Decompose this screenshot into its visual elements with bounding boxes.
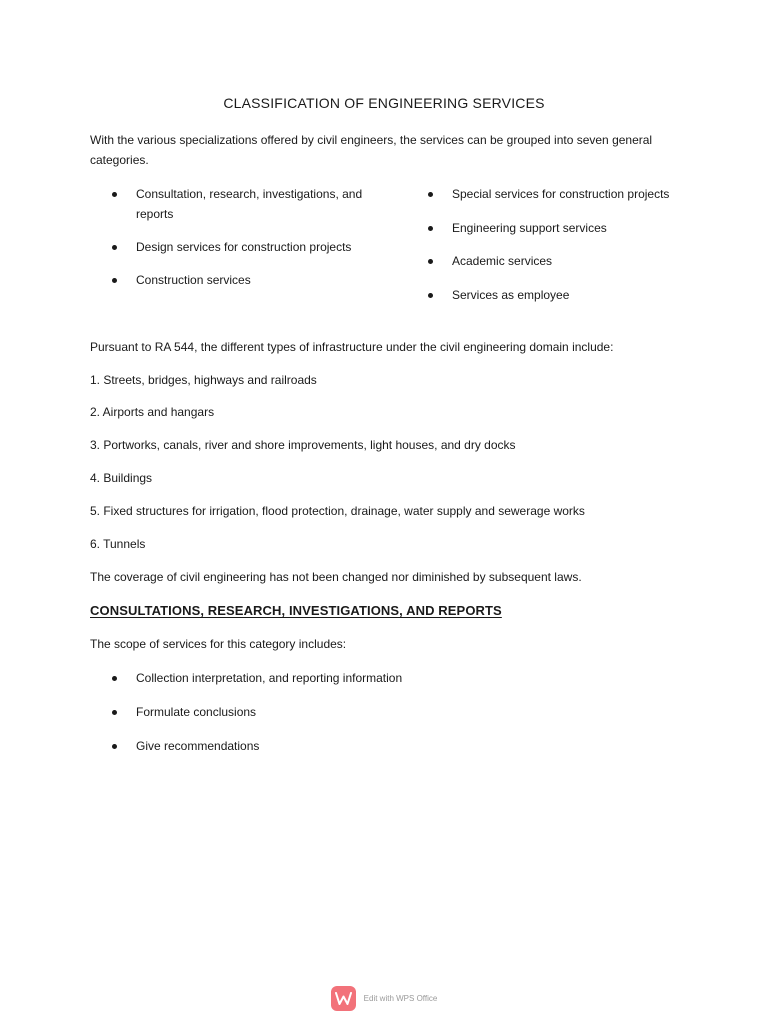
- bullet-icon: [428, 226, 433, 231]
- intro-paragraph: With the various specializations offered by civil engineers, the services can be grouped into seven general categories.: [90, 133, 653, 167]
- list-item: Construction services: [112, 270, 372, 290]
- list-item: Academic services: [428, 251, 708, 271]
- categories-list-left: [112, 184, 372, 303]
- list-item: Consultation, research, investigations, and reports: [112, 184, 372, 224]
- bullet-icon: [428, 293, 433, 298]
- coverage-note: The coverage of civil engineering has not been changed nor diminished by subsequent laws.: [90, 570, 582, 584]
- infrastructure-item: 4. Buildings: [90, 471, 153, 485]
- wps-footer[interactable]: [0, 986, 768, 1011]
- list-item: Engineering support services: [428, 218, 708, 238]
- ra-intro-paragraph: Pursuant to RA 544, the different types of infrastructure under the civil engineering domain include:: [90, 340, 614, 354]
- infrastructure-item: 3. Portworks, canals, river and shore improvements, light houses, and dry docks: [90, 438, 516, 452]
- bullet-icon: [428, 192, 433, 197]
- list-item: Collection interpretation, and reporting information: [112, 668, 402, 688]
- bullet-icon: [112, 278, 117, 283]
- list-item: Give recommendations: [112, 736, 402, 756]
- bullet-icon: [428, 259, 433, 264]
- infrastructure-item: 6. Tunnels: [90, 537, 146, 551]
- list-item: Design services for construction projects: [112, 237, 372, 257]
- list-item: Special services for construction projects: [428, 184, 708, 204]
- bullet-icon: [112, 744, 117, 749]
- bullet-icon: [112, 710, 117, 715]
- bullet-icon: [112, 676, 117, 681]
- list-item: Formulate conclusions: [112, 702, 402, 722]
- infrastructure-item: 1. Streets, bridges, highways and railroads: [90, 373, 317, 387]
- bullet-icon: [112, 192, 117, 197]
- categories-list-right: [428, 184, 708, 318]
- wps-footer-label[interactable]: Edit with WPS Office: [363, 994, 438, 1003]
- section-heading: CONSULTATIONS, RESEARCH, INVESTIGATIONS, AND REPORTS: [90, 603, 502, 618]
- scope-intro: The scope of services for this category includes:: [90, 637, 347, 651]
- wps-logo-icon[interactable]: [331, 986, 356, 1011]
- list-item: Services as employee: [428, 285, 708, 305]
- infrastructure-item: 2. Airports and hangars: [90, 405, 215, 419]
- infrastructure-item: 5. Fixed structures for irrigation, flood protection, drainage, water supply and sewerage works: [90, 504, 585, 518]
- bullet-icon: [112, 245, 117, 250]
- scope-list: [112, 668, 402, 770]
- document-title: CLASSIFICATION OF ENGINEERING SERVICES: [223, 95, 545, 111]
